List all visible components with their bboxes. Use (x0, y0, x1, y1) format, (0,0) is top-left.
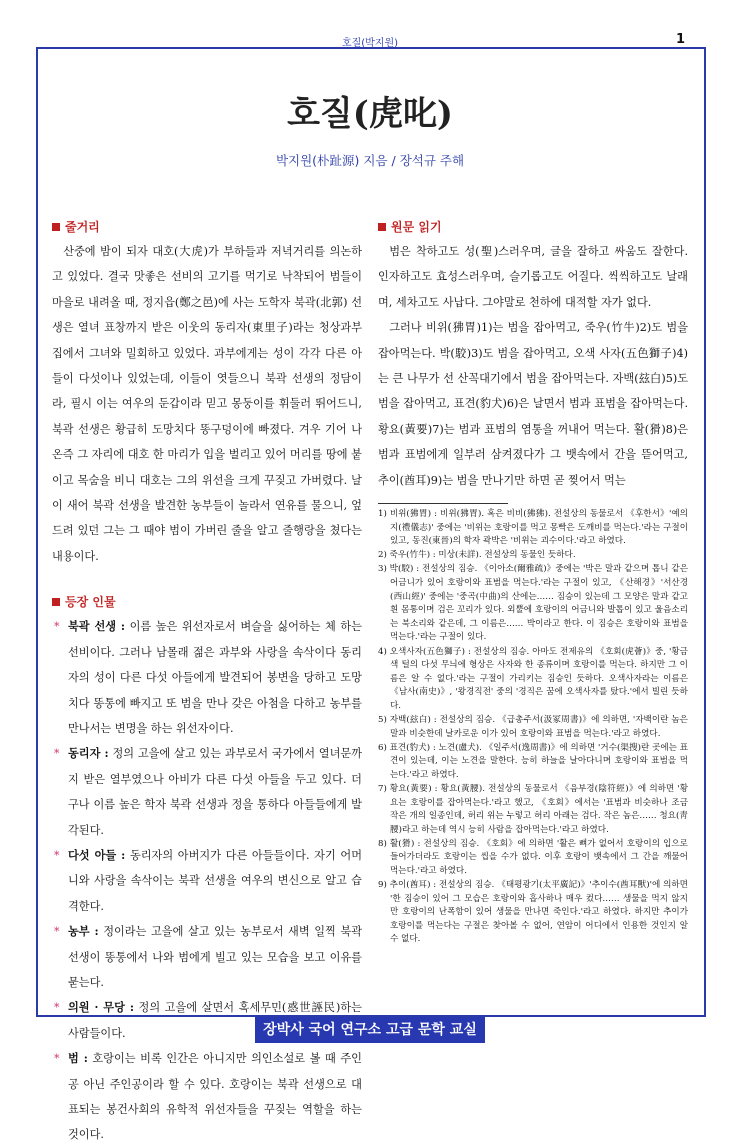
asterisk-bullet-icon: * (54, 747, 60, 761)
character-item (52, 919, 362, 995)
square-bullet-icon (378, 223, 386, 231)
character-name: 동리자 : (68, 746, 109, 761)
footnote: 6) 표견(豹犬) : 노견(盧犬). 《일주서(逸周書)》에 의하면 '거수(渠搜)란 곳에는 표견이 있는데, 이는 노견을 말한다. 능히 하늘을 날아다니며 호랑이와 표범을 먹는다.'라고 하였다. (378, 742, 688, 780)
square-bullet-icon (52, 223, 60, 231)
character-item (52, 741, 362, 843)
author-byline: 박지원(朴趾源) 지음 / 장석규 주해 (275, 153, 465, 168)
asterisk-bullet-icon: * (54, 620, 60, 634)
character-item (52, 1046, 362, 1148)
character-desc: 정의 고을에 살고 있는 과부로서 국가에서 열녀문까지 받은 열부였으나 아비가 다른 다섯 아들을 두고 있다. 더구나 이름 높은 학자 북곽 선생과 정을 통하다 아들들에게 발각된다. (68, 747, 362, 837)
characters-heading (52, 593, 362, 610)
character-desc: 동리자의 아버지가 다른 아들들이다. 자기 어머니와 사랑을 속삭이는 북곽 선생을 여우의 변신으로 알고 습격한다. (68, 848, 362, 913)
character-list (52, 614, 362, 1148)
footnote: 4) 오색사자(五色獅子) : 전설상의 짐승. 아마도 전제유의 《호회(虎薈)》중, '황금색 털의 다섯 무늬에 형상은 사자와 한 종류이며 호랑이를 먹는다. 하지만 그 이름은 알 수 없다.'라는 구절이 가리키는 짐승인 듯하다. 오색사자라는 이름은 《남사(南史)》, '왕경직전' 중의 '경직은 꿈에 오색사자를 탔다.'에서 빌린 듯하다. (378, 646, 688, 711)
footer-banner: 장박사 국어 연구소 고급 문학 교실 (255, 1017, 485, 1043)
right-column (378, 218, 688, 948)
original-paragraph-2: 그러나 비위(狒胃)1)는 범을 잡아먹고, 죽우(竹牛)2)도 범을 잡아먹는다. 박(駮)3)도 범을 잡아먹고, 오색 사자(五色獅子)4)는 큰 나무가 선 산꼭대기에서 범을 잡아먹는다. 자백(玆白)5)도 범을 잡아먹고, 표견(豹犬)6)은 날면서 범과 표범을 잡아먹는다. 황요(黃要)7)는 범과 표범의 염통을 꺼내어 먹는다. 활(猾)8)은 범과 표범에게 일부러 삼켜졌다가 그 뱃속에서 간을 뜯어먹고, 추이(酋耳)9)는 범을 만나기만 하면 곧 찢어서 먹는 (378, 321, 688, 487)
character-item (52, 843, 362, 919)
character-name: 북곽 선생 : (68, 619, 126, 634)
asterisk-bullet-icon: * (54, 1052, 60, 1066)
footnote-list (378, 508, 688, 947)
running-title: 호질(박지원) (341, 38, 399, 49)
original-heading (378, 218, 688, 235)
character-desc: 정이라는 고을에 살고 있는 농부로서 새벽 일찍 북곽 선생이 똥통에서 나와 범에게 빌고 있는 모습을 보고 이유를 묻는다. (68, 925, 362, 989)
character-item (52, 614, 362, 741)
character-desc: 호랑이는 비록 인간은 아니지만 의인소설로 볼 때 주인공 아닌 주인공이라 할 수 있다. 호랑이는 북곽 선생으로 대표되는 봉건사회의 유학적 위선자들을 꾸짖는 역할을 하는 것이다. (68, 1052, 362, 1142)
footnote: 2) 죽우(竹牛) : 미상(未詳). 전설상의 동물인 듯하다. (378, 550, 576, 561)
footnote: 8) 활(猾) : 전설상의 짐승. 《호회》에 의하면 '활은 뼈가 없어서 호랑이의 입으로 들어가더라도 호랑이는 씹을 수가 없다. 이후 호랑이 뱃속에서 그 간을 깨물어 먹는다.'라고 하였다. (378, 838, 688, 876)
character-name: 농부 : (68, 924, 99, 939)
characters-heading-label: 등장 인물 (65, 595, 116, 610)
asterisk-bullet-icon: * (54, 1001, 60, 1015)
footnote: 1) 비위(狒胃) : 비위(狒胃). 혹은 비비(狒狒). 전설상의 동물로서 《후한서》'예의지(禮儀志)' 중에는 '비위는 호랑이를 먹고 몽빡은 도깨비를 먹는다.'라는 구절이 있고, 동진(東晉)의 학자 곽박은 '비위는 괴수이다.'라고 하였다. (378, 509, 688, 547)
square-bullet-icon (52, 598, 60, 606)
footnote-divider (378, 503, 508, 504)
original-heading-label: 원문 읽기 (391, 220, 442, 234)
footnote: 5) 자백(玆白) : 전설상의 짐승. 《급총주서(汲冢周書)》에 의하면, '자백이란 놈은 말과 비슷한데 날카로운 이가 있어 호랑이와 표범을 먹는다.'라고 하였다. (378, 714, 688, 739)
footnote: 7) 황요(黃要) : 황요(黃腰). 전설상의 동물로서 《음부경(陰符經)》에 의하면 '황요는 호랑이를 잡아먹는다.'라고 했고, 《호회》에서는 '표범과 비슷하나 조금 작은 개의 일종인데, 허리 위는 누렇고 허리 아래는 검다. 작은 놈은…… 청요(靑腰)라고 하는데 역시 능히 사람을 잡아먹는다.'라고 하였다. (378, 783, 688, 835)
left-column (52, 218, 362, 1148)
footnote: 9) 추이(酋耳) : 전설상의 짐승. 《태평광기(太平廣記)》'추이수(酋耳獸)'에 의하면 '한 짐승이 있어 그 모습은 호랑이와 흡사하나 매우 컸다…… 생물을 먹지 않지만 호랑이의 난폭함이 있어 생물을 만나면 죽인다.'라고 하였다. 하지만 추이가 호랑이를 먹는다는 구절은 찾아볼 수 없어, 연암이 어디에서 인용한 것인지 알 수 없다. (378, 880, 688, 945)
original-paragraph-1: 범은 착하고도 성(聖)스러우며, 글을 잘하고 싸움도 잘한다. 인자하고도 효성스러우며, 슬기롭고도 어질다. 씩씩하고도 날래며, 세차고도 사납다. 그야말로 천하에 대적할 자가 없다. (378, 245, 688, 309)
character-name: 의원 · 무당 : (68, 1000, 134, 1015)
character-name: 다섯 아들 : (68, 847, 126, 862)
summary-text: 산중에 밤이 되자 대호(大虎)가 부하들과 저녁거리를 의논하고 있었다. 결국 맛좋은 선비의 고기를 먹기로 낙착되어 범들이 마을로 내려올 때, 정지읍(鄭之邑)에 사는 도학자 북곽(北郭) 선생은 열녀 표창까지 받은 이웃의 동리자(東里子)라는 청상과부 집에서 그녀와 밀회하고 있었다. 과부에게는 성이 각각 다른 아들이 다섯이나 있었는데, 이들이 엿들으니 북곽 선생의 정담이라, 필시 이는 여우의 둔갑이라 믿고 몽둥이를 휘둘러 뛰어드니, 북곽 선생은 황급히 도망치다 똥구덩이에 빠졌다. 겨우 기어 나온즉 그 자리에 대호 한 마리가 입을 벌리고 있어 머리를 땅에 붙이고 목숨을 비니 대호는 그의 위선을 크게 꾸짖고 가버렸다. 날이 새어 북곽 선생을 발견한 농부들이 놀라서 연유를 물으니, 엎드려 있던 그는 그 때야 범이 가버린 줄을 알고 줄행랑을 쳤다는 내용이다. (52, 245, 362, 563)
page-number: 1 (676, 32, 686, 47)
footnote: 3) 박(駮) : 전설상의 짐승. 《이아소(爾雅疏)》중에는 '박은 말과 같으며 톱니 같은 어금니가 있어 호랑이와 표범을 먹는다.'라는 구절이 있고, 《산해경》'서산경(西山經)' 중에는 '중곡(中曲)의 산에는…… 짐승이 있는데 그 모양은 말과 같고 흰 몸통이며 검은 꼬리가 있다. 외뿔에 호랑이의 어금니와 발톱이 있고 울음소리는 북소리와 같은데, 그 이름은…… 박이라고 한다. 이 짐승은 호랑이와 표범을 먹는다.'라는 구절이 있다. (378, 564, 688, 643)
asterisk-bullet-icon: * (54, 925, 60, 939)
summary-heading (52, 218, 362, 235)
character-desc: 정의 고을에 살면서 혹세무민(惑世誣民)하는 사람들이다. (68, 1001, 362, 1040)
character-desc: 이름 높은 위선자로서 벼슬을 싫어하는 체 하는 선비이다. 그러나 남몰래 젊은 과부와 사랑을 속삭이다 동리자의 성이 다른 다섯 아들에게 발견되어 봉변을 당하고 도망치다 똥통에 빠지고 또 범을 만나 갖은 아첨을 다하고 농부를 만나서는 변명을 하는 위선자이다. (68, 620, 362, 735)
asterisk-bullet-icon: * (54, 848, 60, 862)
document-title: 호질(虎叱) (287, 94, 453, 134)
character-name: 범 : (68, 1051, 88, 1066)
summary-heading-label: 줄거리 (65, 220, 100, 234)
